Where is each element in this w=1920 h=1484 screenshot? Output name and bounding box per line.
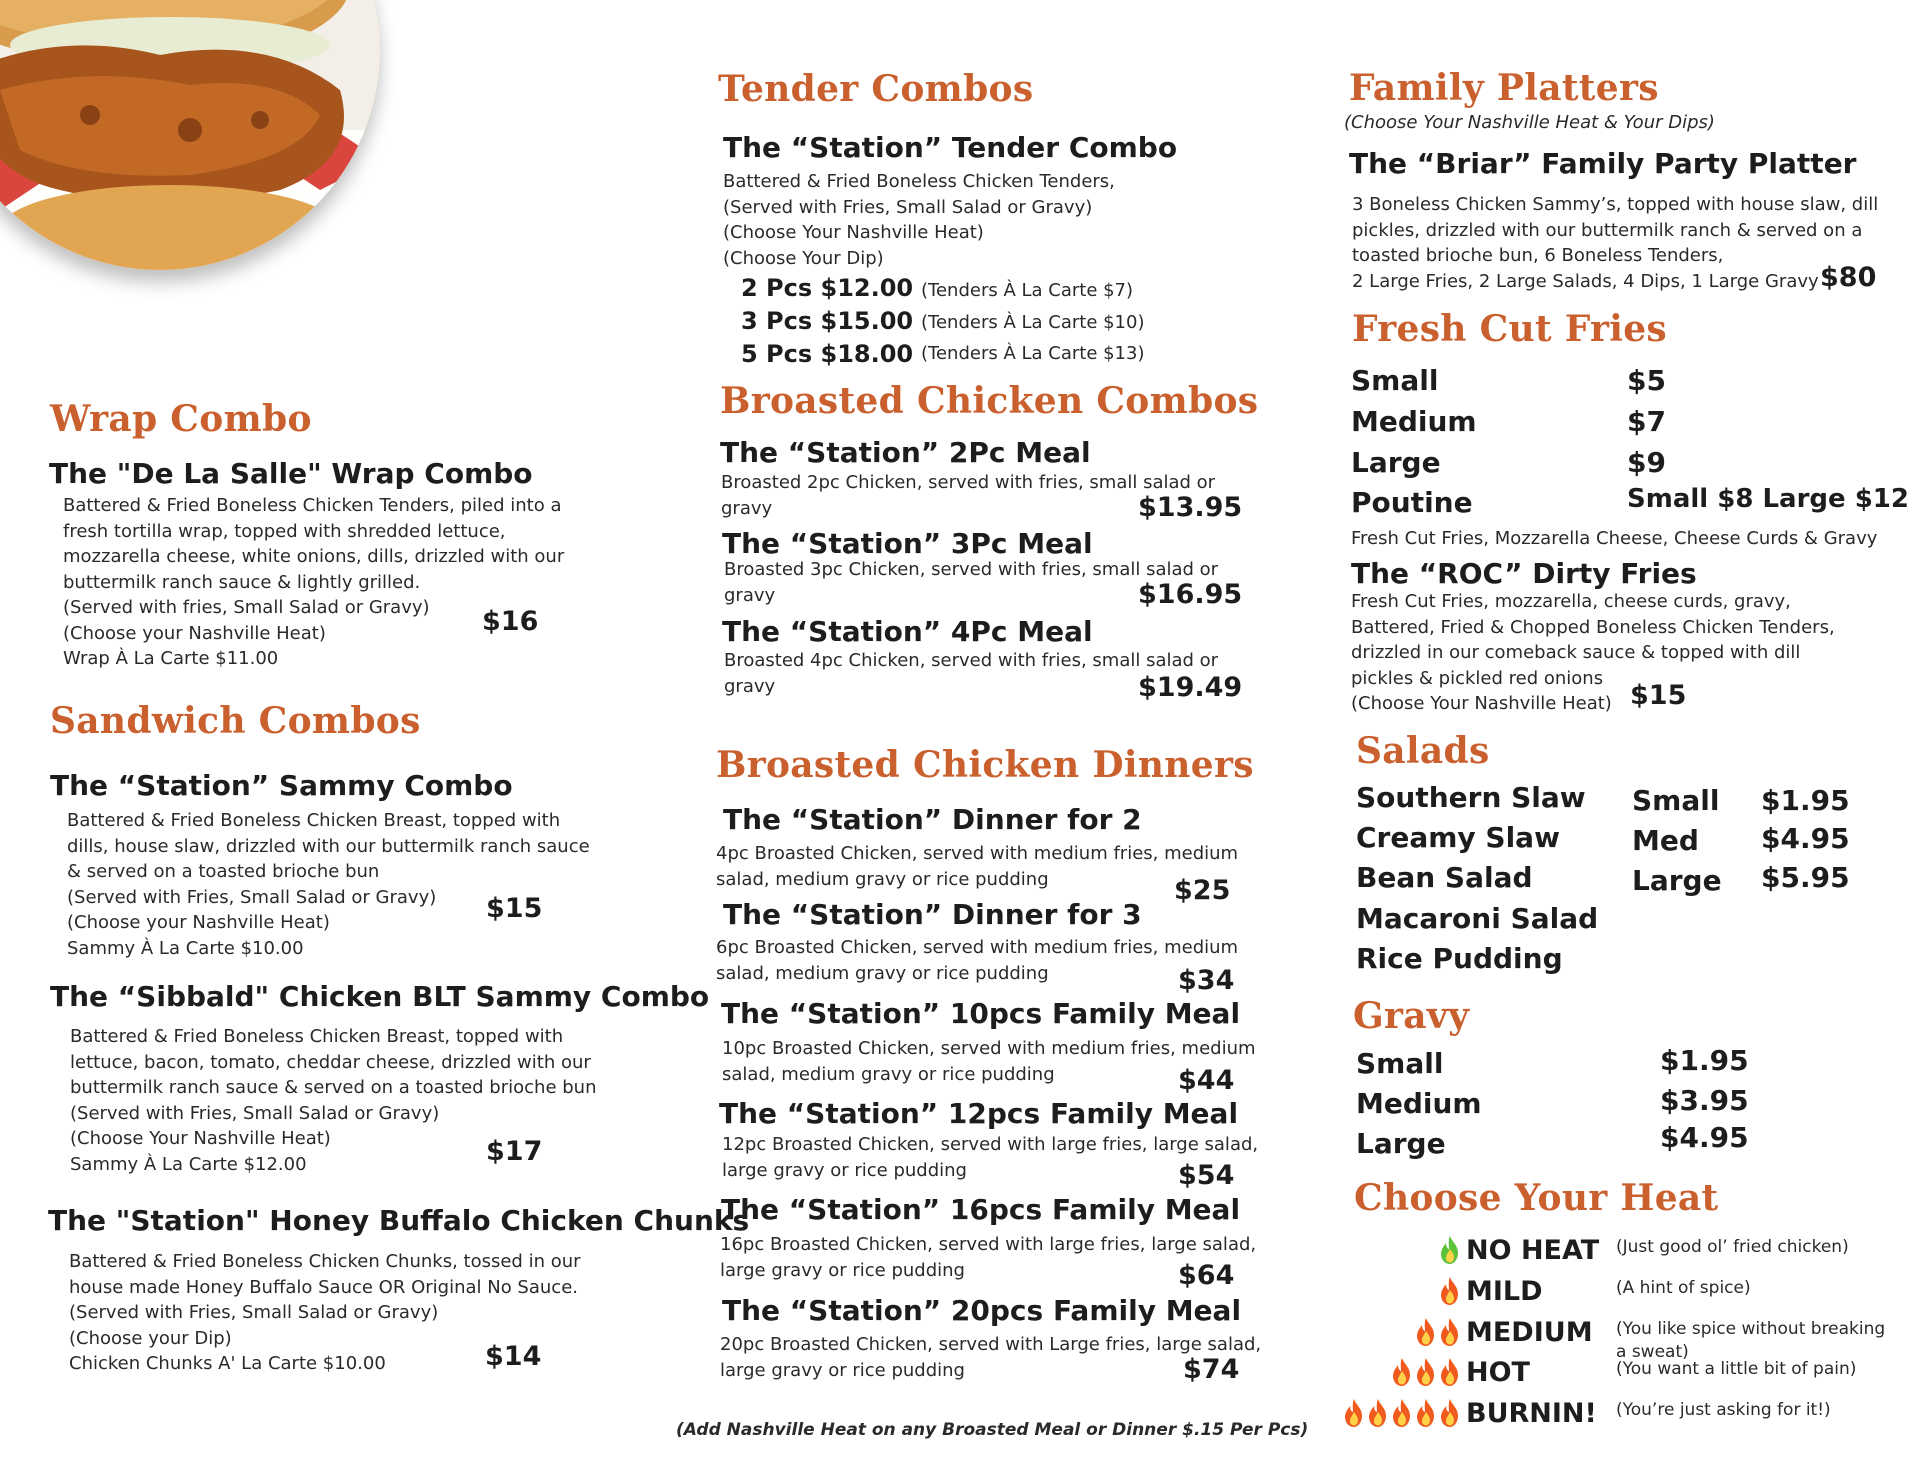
dirty-fries-name: The “ROC” Dirty Fries [1351, 557, 1697, 590]
salad-southern-slaw: Southern Slaw [1356, 781, 1586, 814]
blt-combo-price: $17 [486, 1136, 543, 1167]
meal-3pc-description: Broasted 3pc Chicken, served with fries, small salad or gravy [724, 559, 1219, 606]
salad-size-large: Large [1632, 864, 1722, 897]
family-16-price: $64 [1178, 1260, 1235, 1291]
dinner-2-price: $25 [1174, 875, 1231, 906]
chunks-combo-price: $14 [485, 1341, 542, 1372]
wrap-combo-heading: Wrap Combo [50, 398, 312, 440]
family-platters-heading: Family Platters [1349, 67, 1659, 109]
salad-rice-pudding: Rice Pudding [1356, 942, 1563, 975]
heat-level-note: (A hint of spice) [1616, 1278, 1751, 1298]
meal-3pc-name: The “Station” 3Pc Meal [722, 527, 1093, 560]
heat-level-note: (Just good ol’ fried chicken) [1616, 1237, 1849, 1257]
heat-level-row [0, 1233, 1920, 1273]
flame-icon [1438, 1276, 1462, 1306]
meal-4pc-price: $19.49 [1138, 672, 1243, 703]
meal-3pc-price: $16.95 [1138, 579, 1243, 610]
tender-size-2: 2 Pcs $12.00 [741, 274, 914, 302]
tender-size-3-note: (Tenders À La Carte $10) [921, 312, 1145, 333]
meal-4pc-description: Broasted 4pc Chicken, served with fries, small salad or gravy [724, 650, 1219, 697]
meal-2pc-description: Broasted 2pc Chicken, served with fries, small salad or gravy [721, 472, 1216, 519]
flame-icon [1342, 1398, 1462, 1428]
meal-2pc-name: The “Station” 2Pc Meal [720, 436, 1091, 469]
gravy-heading: Gravy [1353, 995, 1470, 1037]
family-12-price: $54 [1178, 1160, 1235, 1191]
heat-level-row [0, 1274, 1920, 1314]
tender-size-2-note: (Tenders À La Carte $7) [921, 280, 1134, 301]
poutine-description: Fresh Cut Fries, Mozzarella Cheese, Cheese Curds & Gravy [1351, 528, 1878, 549]
fries-small-label: Small [1351, 364, 1439, 397]
heat-level-label: MEDIUM [1466, 1317, 1593, 1348]
poutine-price: Small $8 Large $12 [1627, 484, 1909, 514]
family-16-name: The “Station” 16pcs Family Meal [721, 1193, 1241, 1226]
family-10-description: 10pc Broasted Chicken, served with medium fries, medium salad, medium gravy or rice pudding [722, 1038, 1256, 1085]
heat-level-note: (You like spice without breaking [1616, 1319, 1886, 1339]
fries-medium-label: Medium [1351, 405, 1477, 438]
fries-small-price: $5 [1627, 364, 1666, 397]
briar-platter-price: $80 [1820, 262, 1877, 293]
blt-combo-description: Battered & Fried Boneless Chicken Breast, topped with lettuce, bacon, tomato, cheddar cheese, drizzled with our buttermilk ranch sauce & served on a toasted brioche bun (Served with Fries, Small Salad or Gravy) (Choose Your Nashville Heat) Sammy À La Carte $12.00 [70, 1026, 597, 1175]
salad-bean-salad: Bean Salad [1356, 861, 1533, 894]
nashville-heat-footnote: (Add Nashville Heat on any Broasted Meal or Dinner $.15 Per Pcs) [676, 1420, 1309, 1440]
flame-icon [1414, 1317, 1462, 1347]
tender-size-3: 3 Pcs $15.00 [741, 307, 914, 335]
salads-heading: Salads [1356, 730, 1490, 772]
heat-level-note-cont: a sweat) [1616, 1342, 1689, 1362]
flame-icon [1390, 1357, 1462, 1387]
tender-size-5-note: (Tenders À La Carte $13) [921, 343, 1145, 364]
chicken-sandwich-image [0, 0, 380, 270]
family-12-name: The “Station” 12pcs Family Meal [719, 1097, 1239, 1130]
broasted-combos-heading: Broasted Chicken Combos [720, 380, 1259, 422]
family-16-description: 16pc Broasted Chicken, served with large fries, large salad, large gravy or rice pudding [720, 1234, 1257, 1281]
meal-4pc-name: The “Station” 4Pc Meal [722, 615, 1093, 648]
salad-size-med: Med [1632, 824, 1699, 857]
heat-level-label: NO HEAT [1466, 1235, 1600, 1266]
tender-combos-heading: Tender Combos [718, 68, 1034, 110]
tender-size-5: 5 Pcs $18.00 [741, 340, 914, 368]
sandwich-combos-heading: Sandwich Combos [50, 700, 421, 742]
meal-2pc-price: $13.95 [1138, 492, 1243, 523]
fries-medium-price: $7 [1627, 405, 1666, 438]
fresh-cut-fries-heading: Fresh Cut Fries [1352, 308, 1667, 350]
salad-price-med: $4.95 [1761, 822, 1850, 855]
family-10-name: The “Station” 10pcs Family Meal [721, 997, 1241, 1030]
family-10-price: $44 [1178, 1065, 1235, 1096]
briar-platter-name: The “Briar” Family Party Platter [1349, 147, 1857, 180]
fries-large-price: $9 [1627, 446, 1666, 479]
family-20-price: $74 [1183, 1354, 1240, 1385]
salad-creamy-slaw: Creamy Slaw [1356, 821, 1560, 854]
tender-combo-description: Battered & Fried Boneless Chicken Tenders, (Served with Fries, Small Salad or Gravy) (Choose Your Nashville Heat) (Choose Your Dip) [723, 171, 1115, 269]
heat-level-label: BURNIN! [1466, 1398, 1597, 1429]
briar-platter-description: 3 Boneless Chicken Sammy’s, topped with house slaw, dill pickles, drizzled with our buttermilk ranch & served on a toasted brioche bun, 6 Boneless Tenders, 2 Large Fries, 2 Large Salads, 4 Dips, 1 Large Gravy [1352, 194, 1879, 292]
gravy-small-label: Small [1356, 1047, 1444, 1080]
gravy-large-label: Large [1356, 1127, 1446, 1160]
gravy-medium-price: $3.95 [1660, 1084, 1749, 1117]
sammy-combo-name: The “Station” Sammy Combo [50, 769, 513, 802]
heat-level-row [0, 1355, 1920, 1395]
dinner-2-name: The “Station” Dinner for 2 [723, 803, 1142, 836]
dirty-fries-description: Fresh Cut Fries, mozzarella, cheese curds, gravy, Battered, Fried & Chopped Boneless Chicken Tenders, drizzled in our comeback sauce & topped with dill pickles & pickled red onions (Choose Your Nashville Heat) [1351, 591, 1835, 714]
salad-price-large: $5.95 [1761, 861, 1850, 894]
sammy-combo-description: Battered & Fried Boneless Chicken Breast, topped with dills, house slaw, drizzled with our buttermilk ranch sauce & served on a toasted brioche bun (Served with Fries, Small Salad or Gravy) (Choose your Nashville Heat) Sammy À La Carte $10.00 [67, 810, 590, 959]
sammy-combo-price: $15 [486, 893, 543, 924]
salad-macaroni-salad: Macaroni Salad [1356, 902, 1599, 935]
dinner-3-description: 6pc Broasted Chicken, served with medium fries, medium salad, medium gravy or rice pudding [716, 937, 1239, 984]
tender-combo-name: The “Station” Tender Combo [723, 131, 1178, 164]
chunks-combo-name: The "Station" Honey Buffalo Chicken Chunks [48, 1204, 750, 1237]
choose-heat-heading: Choose Your Heat [1354, 1177, 1719, 1219]
dinner-2-description: 4pc Broasted Chicken, served with medium fries, medium salad, medium gravy or rice pudding [716, 843, 1239, 890]
family-platters-subtitle: (Choose Your Nashville Heat & Your Dips) [1344, 112, 1715, 133]
heat-level-row [0, 1396, 1920, 1436]
heat-level-note: (You want a little bit of pain) [1616, 1359, 1857, 1379]
salad-size-small: Small [1632, 784, 1720, 817]
dinners-heading: Broasted Chicken Dinners [716, 744, 1254, 786]
heat-level-label: HOT [1466, 1357, 1530, 1388]
dinner-3-price: $34 [1178, 965, 1235, 996]
wrap-item-description: Battered & Fried Boneless Chicken Tenders, piled into a fresh tortilla wrap, topped with shredded lettuce, mozzarella cheese, white onions, dills, drizzled with our buttermilk ranch sauce & lightly grilled. (Served with fries, Small Salad or Gravy) (Choose your Nashville Heat) Wrap À La Carte $11.00 [63, 495, 565, 669]
gravy-medium-label: Medium [1356, 1087, 1482, 1120]
poutine-label: Poutine [1351, 486, 1473, 519]
dirty-fries-price: $15 [1630, 680, 1687, 711]
heat-level-label: MILD [1466, 1276, 1543, 1307]
flame-icon [1438, 1235, 1462, 1265]
salad-price-small: $1.95 [1761, 784, 1850, 817]
gravy-large-price: $4.95 [1660, 1121, 1749, 1154]
fries-large-label: Large [1351, 446, 1441, 479]
family-20-name: The “Station” 20pcs Family Meal [722, 1294, 1242, 1327]
heat-level-note: (You’re just asking for it!) [1616, 1400, 1831, 1420]
family-20-description: 20pc Broasted Chicken, served with Large fries, large salad, large gravy or rice pudding [720, 1334, 1262, 1381]
blt-combo-name: The “Sibbald" Chicken BLT Sammy Combo [50, 980, 710, 1013]
gravy-small-price: $1.95 [1660, 1044, 1749, 1077]
chunks-combo-description: Battered & Fried Boneless Chicken Chunks, tossed in our house made Honey Buffalo Sauce OR Original No Sauce. (Served with Fries, Small Salad or Gravy) (Choose your Dip) Chicken Chunks A' La Carte $10.00 [69, 1251, 581, 1374]
dinner-3-name: The “Station” Dinner for 3 [723, 898, 1142, 931]
wrap-item-price: $16 [482, 606, 539, 637]
family-12-description: 12pc Broasted Chicken, served with large fries, large salad, large gravy or rice pudding [722, 1134, 1259, 1181]
wrap-item-name: The "De La Salle" Wrap Combo [49, 457, 533, 490]
